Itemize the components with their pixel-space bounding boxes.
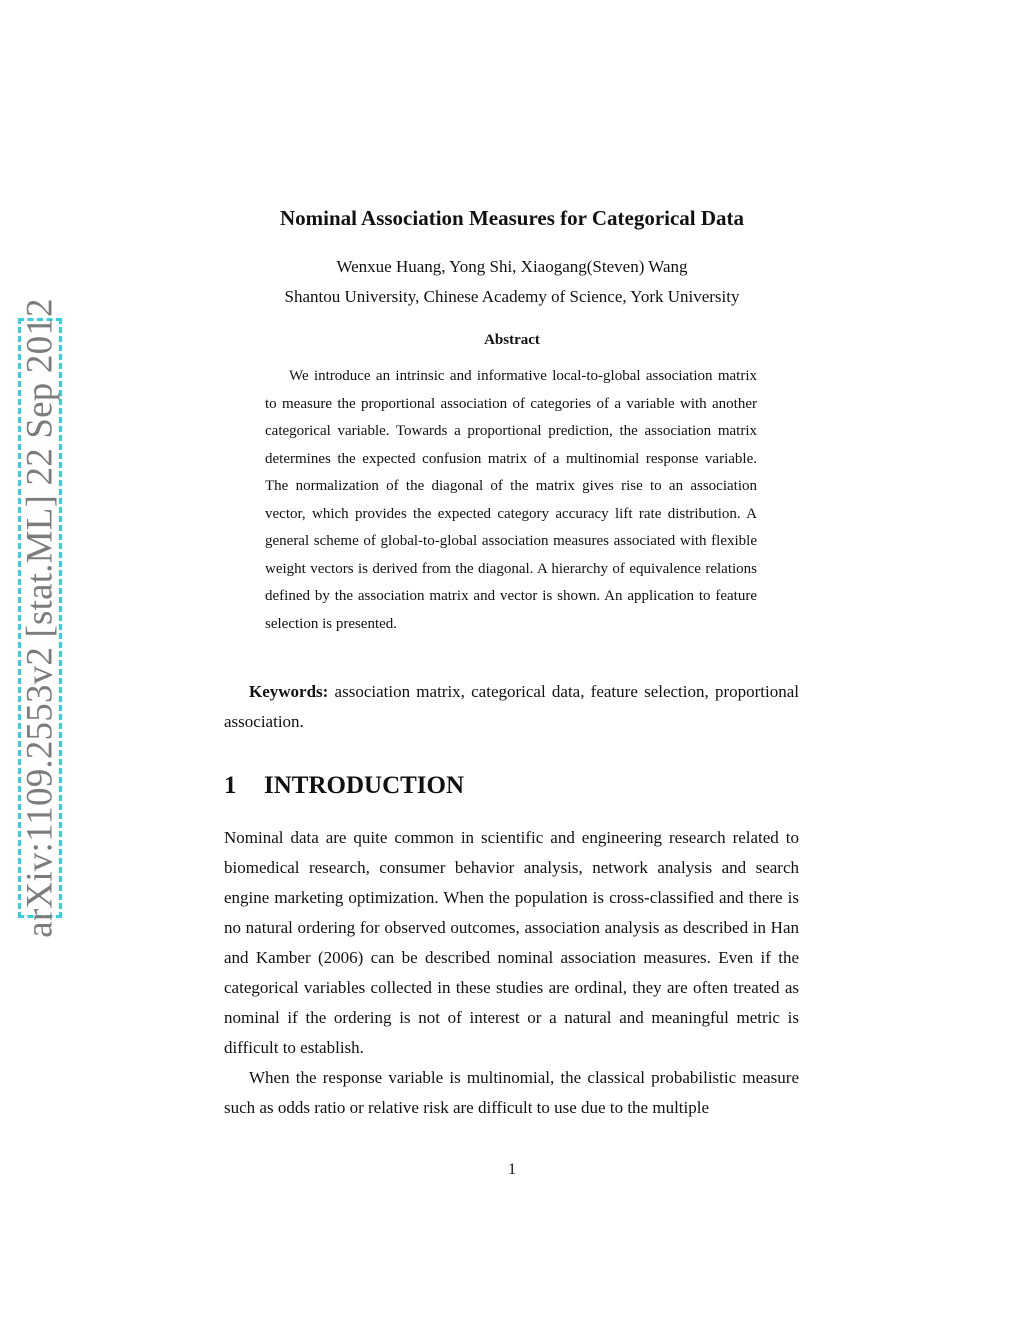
intro-paragraph-1: Nominal data are quite common in scientific and engineering research related to biomedical research, consumer behavior analysis, network analysis and search engine marketing optimization. When the population is cross-classified and there is no natural ordering for observed outcomes, association analysis as described in Han and Kamber (2006) can be described nominal association measures. Even if the categorical variables collected in these studies are ordinal, they are often treated as nominal if the ordering is not of interest or a natural and meaningful metric is difficult to establish.	[224, 828, 799, 1057]
section-heading	[224, 772, 464, 800]
section-number: 1	[224, 772, 237, 799]
paper-affiliations: Shantou University, Chinese Academy of Science, York University	[284, 287, 740, 306]
abstract-heading: Abstract	[484, 332, 540, 348]
paper-authors: Wenxue Huang, Yong Shi, Xiaogang(Steven) Wang	[336, 257, 688, 276]
arxiv-stamp[interactable]	[18, 298, 62, 938]
section-title: INTRODUCTION	[264, 772, 465, 799]
intro-paragraph-2: When the response variable is multinomial, the classical probabilistic measure such as odds ratio or relative risk are difficult to use due to the multiple	[224, 1068, 799, 1117]
keywords-label: Keywords:	[249, 682, 329, 701]
keywords	[224, 677, 799, 737]
paper-title: Nominal Association Measures for Categorical Data	[279, 206, 745, 230]
keywords-text: association matrix, categorical data, feature selection, proportional association.	[224, 682, 799, 731]
arxiv-stamp-text: arXiv:1109.2553v2 [stat.ML] 22 Sep 2012	[19, 298, 61, 938]
abstract-text: We introduce an intrinsic and informative local-to-global association matrix to measure the proportional association of categories of a variable with another categorical variable. Towards a proportional prediction, the association matrix determines the expected confusion matrix of a multinomial response variable. The normalization of the diagonal of the matrix gives rise to an association vector, which provides the expected category accuracy lift rate distribution. A general scheme of global-to-global association measures associated with flexible weight vectors is derived from the diagonal. A hierarchy of equivalence relations defined by the association matrix and vector is shown. An application to feature selection is presented.	[265, 368, 757, 632]
page-number: 1	[508, 1161, 516, 1178]
